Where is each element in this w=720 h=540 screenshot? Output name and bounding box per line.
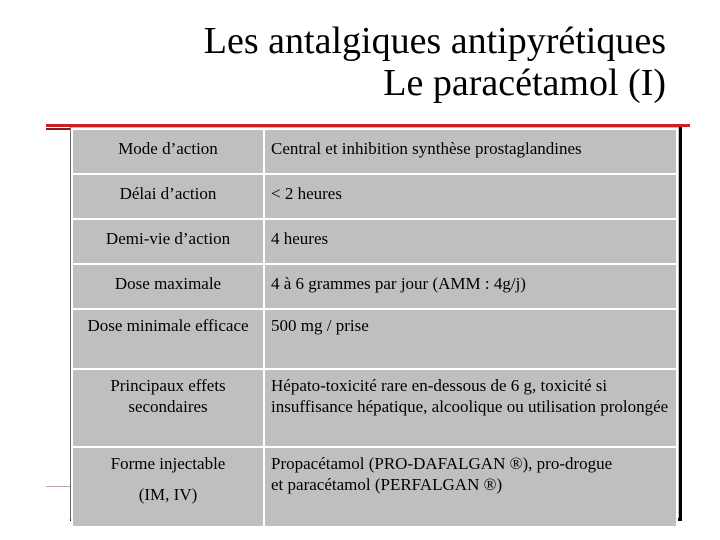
left-accent-rule-bottom [46, 486, 72, 487]
row-label-effets-secondaires: Principaux effets secondaires [72, 369, 264, 447]
row-value-dose-maximale: 4 à 6 grammes par jour (AMM : 4g/j) [264, 264, 677, 309]
forme-label-line-1: Forme injectable [110, 454, 226, 473]
row-label-dose-minimale: Dose minimale efficace [72, 309, 264, 369]
row-label-mode-action: Mode d’action [72, 129, 264, 174]
table-row [72, 369, 677, 447]
title-line-1: Les antalgiques antipyrétiques [203, 20, 666, 62]
table-row [72, 264, 677, 309]
forme-value-line-1: Propacétamol (PRO-DAFALGAN ®), pro-drogue [271, 454, 613, 473]
title-line-2: Le paracétamol (I) [383, 62, 666, 104]
row-value-dose-minimale: 500 mg / prise [264, 309, 677, 369]
row-label-delai-action: Délai d’action [72, 174, 264, 219]
row-value-demi-vie: 4 heures [264, 219, 677, 264]
row-label-forme-injectable [72, 447, 264, 527]
row-value-mode-action: Central et inhibition synthèse prostaglandines [264, 129, 677, 174]
row-label-demi-vie: Demi-vie d’action [72, 219, 264, 264]
table-row [72, 447, 677, 527]
table-row [72, 309, 677, 369]
row-value-forme-injectable [264, 447, 677, 527]
slide-title [66, 20, 666, 104]
forme-value-line-2: et paracétamol (PERFALGAN ®) [271, 475, 503, 494]
row-value-delai-action: < 2 heures [264, 174, 677, 219]
row-value-effets-secondaires: Hépato-toxicité rare en-dessous de 6 g, toxicité si insuffisance hépatique, alcoolique ou utilisation prolongée [264, 369, 677, 447]
row-label-dose-maximale: Dose maximale [72, 264, 264, 309]
table-row [72, 129, 677, 174]
forme-label-line-2: (IM, IV) [138, 485, 198, 504]
paracetamol-table [71, 128, 678, 528]
table-row [72, 174, 677, 219]
left-accent-rule-top [46, 128, 72, 130]
table-row [72, 219, 677, 264]
